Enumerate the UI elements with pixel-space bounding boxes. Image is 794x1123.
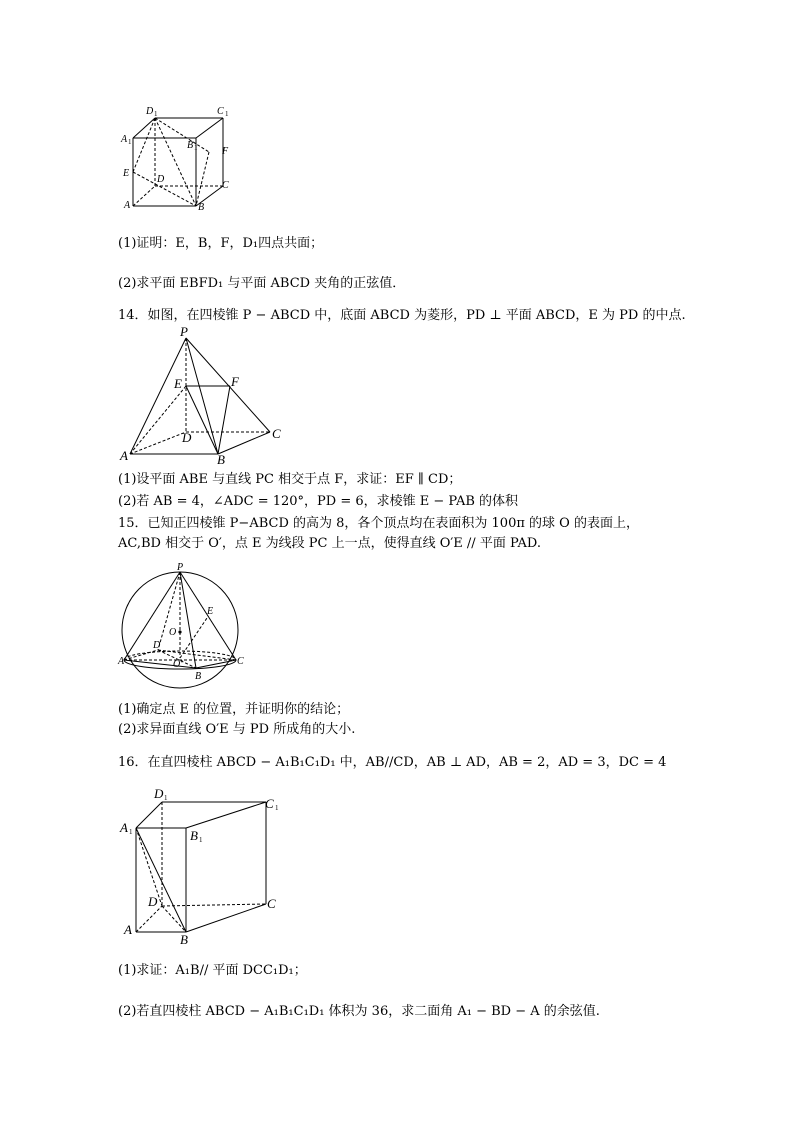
label-A1-sub: 1 [129,828,133,836]
label-B1-sub: 1 [194,144,198,152]
q14-part1: (1)设平面 ABE 与直线 PC 相交于点 F，求证：EF ∥ CD； [118,472,462,487]
label-B: B [198,202,205,213]
label-D: D [153,640,161,651]
label-A: A [124,200,131,211]
label-D1-sub: 1 [154,110,158,118]
label-B: B [195,671,202,682]
label-C: C [222,180,229,191]
label-B1: B [190,828,198,843]
label-D: D [157,174,165,185]
label-D: D [182,430,192,445]
label-E: E [174,376,182,391]
prism-figure-16 [118,782,293,947]
label-C: C [272,426,281,441]
label-D1-sub: 1 [164,794,168,802]
label-E: E [123,168,130,179]
q16-stem: 16．在直四棱柱 ABCD − A₁B₁C₁D₁ 中，AB//CD，AB ⊥ AD，AB = 2，AD = 3，DC = 4 [118,755,667,770]
label-O: O [169,627,177,638]
label-O-prime: O′ [173,659,183,670]
label-A1: A [120,820,128,835]
q14-part2: (2)若 AB = 4，∠ADC = 120°，PD = 6，求棱锥 E − PAB 的体积 [118,494,519,509]
q14-stem: 14．如图，在四棱锥 P − ABCD 中，底面 ABCD 为菱形，PD ⊥ 平面 ABCD，E 为 PD 的中点. [118,308,686,323]
q15-part2: (2)求异面直线 O′E 与 PD 所成角的大小. [118,722,356,737]
label-P: P [180,324,188,339]
label-A: A [120,448,128,463]
label-A: A [118,656,125,667]
label-P: P [177,562,184,573]
label-C1-sub: 1 [275,804,279,812]
label-D: D [148,894,158,909]
label-B1-sub: 1 [199,836,203,844]
cube-figure-13 [118,100,248,215]
q13-part2: (2)求平面 EBFD₁ 与平面 ABCD 夹角的正弦值． [118,276,406,291]
label-D1: D [154,786,164,801]
label-C: C [267,896,276,911]
q15-part1: (1)确定点 E 的位置，并证明你的结论； [118,702,350,717]
label-C1: C [265,796,274,811]
pyramid-figure-14 [118,326,293,466]
q16-part1: (1)求证：A₁B// 平面 DCC₁D₁； [118,963,307,978]
label-C1: C [217,106,224,117]
label-A1-sub: 1 [128,138,132,146]
label-C: C [237,656,244,667]
label-B: B [217,452,225,467]
label-F: F [222,146,229,157]
q15-stem-line1: 15．已知正四棱锥 P−ABCD 的高为 8，各个顶点均在表面积为 100π 的球 O 的表面上， [118,516,639,531]
q13-part1: (1)证明：E，B，F，D₁四点共面； [118,236,324,251]
label-C1-sub: 1 [225,110,229,118]
q15-stem-line2: AC,BD 相交于 O′，点 E 为线段 PC 上一点，使得直线 O′E // 平面 PAD. [118,536,541,551]
label-B1: B [187,140,194,151]
label-E: E [207,606,214,617]
label-A: A [124,922,132,937]
q16-part2: (2)若直四棱柱 ABCD − A₁B₁C₁D₁ 体积为 36，求二面角 A₁ − BD − A 的余弦值. [118,1004,600,1019]
label-B: B [180,932,188,947]
label-F: F [231,374,239,389]
label-D1: D [146,106,154,117]
sphere-figure-15 [118,560,253,685]
label-A1: A [121,134,128,145]
